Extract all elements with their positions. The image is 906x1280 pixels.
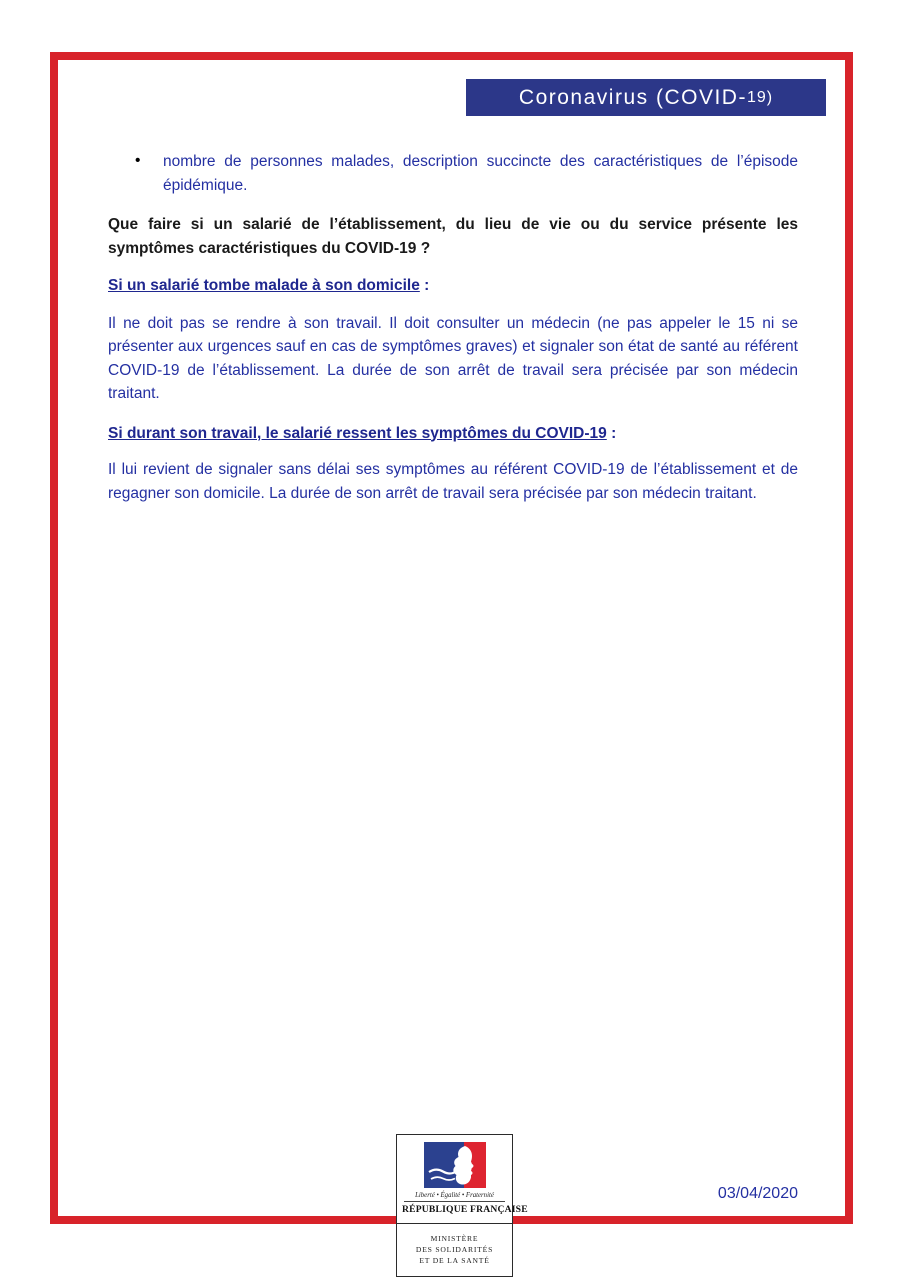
- section-heading-domicile: [108, 274, 798, 298]
- logo-top-section: [397, 1135, 528, 1223]
- coronavirus-banner: [466, 79, 826, 116]
- section-paragraph-domicile: Il ne doit pas se rendre à son travail. Il doit consulter un médecin (ne pas appeler le 15 ni se présenter aux urgences sauf en cas de symptômes graves) et signaler son état de santé au référent COVID-19 de l’établissement. La durée de son arrêt de travail sera précisée par son médecin traitant.: [108, 314, 798, 402]
- ministry-line: MINISTÈRE: [430, 1234, 479, 1243]
- bullet-list-item: [108, 150, 798, 197]
- marianne-flag-icon: [424, 1142, 486, 1188]
- logo-republic-name: RÉPUBLIQUE FRANÇAISE: [402, 1204, 528, 1215]
- section-heading-colon: :: [606, 424, 617, 442]
- bullet-item-text: nombre de personnes malades, description succincte des caractéristiques de l’épisode épidémique.: [163, 153, 798, 194]
- section-heading-text: Si un salarié tombe malade à son domicile: [108, 277, 420, 294]
- banner-title-small: 19): [746, 88, 774, 106]
- logo-ministry-name: [397, 1223, 512, 1276]
- banner-title: Coronavirus (COVID-: [518, 85, 747, 109]
- ministry-line: DES SOLIDARITÉS: [415, 1245, 494, 1254]
- bullet-icon: [135, 149, 140, 173]
- section-paragraph-travail: Il lui revient de signaler sans délai ses symptômes au référent COVID-19 de l’établissement et de regagner son domicile. La durée de son arrêt de travail sera précisée par son médecin traitant.: [108, 461, 798, 502]
- motto-divider: [404, 1201, 505, 1202]
- republique-francaise-logo: [396, 1134, 528, 1277]
- question-heading: Que faire si un salarié de l’établissement, du lieu de vie ou du service présente les symptômes caractéristiques du COVID-19 ?: [108, 216, 798, 257]
- section-heading-travail: [108, 422, 798, 446]
- logo-motto: Liberté • Égalité • Fraternité: [415, 1192, 494, 1199]
- document-body: [108, 150, 798, 505]
- section-heading-text: Si durant son travail, le salarié ressent les symptômes du COVID-19: [108, 424, 607, 442]
- ministry-line: ET DE LA SANTÉ: [419, 1256, 490, 1265]
- document-date: 03/04/2020: [717, 1185, 798, 1202]
- section-heading-colon: :: [419, 277, 430, 294]
